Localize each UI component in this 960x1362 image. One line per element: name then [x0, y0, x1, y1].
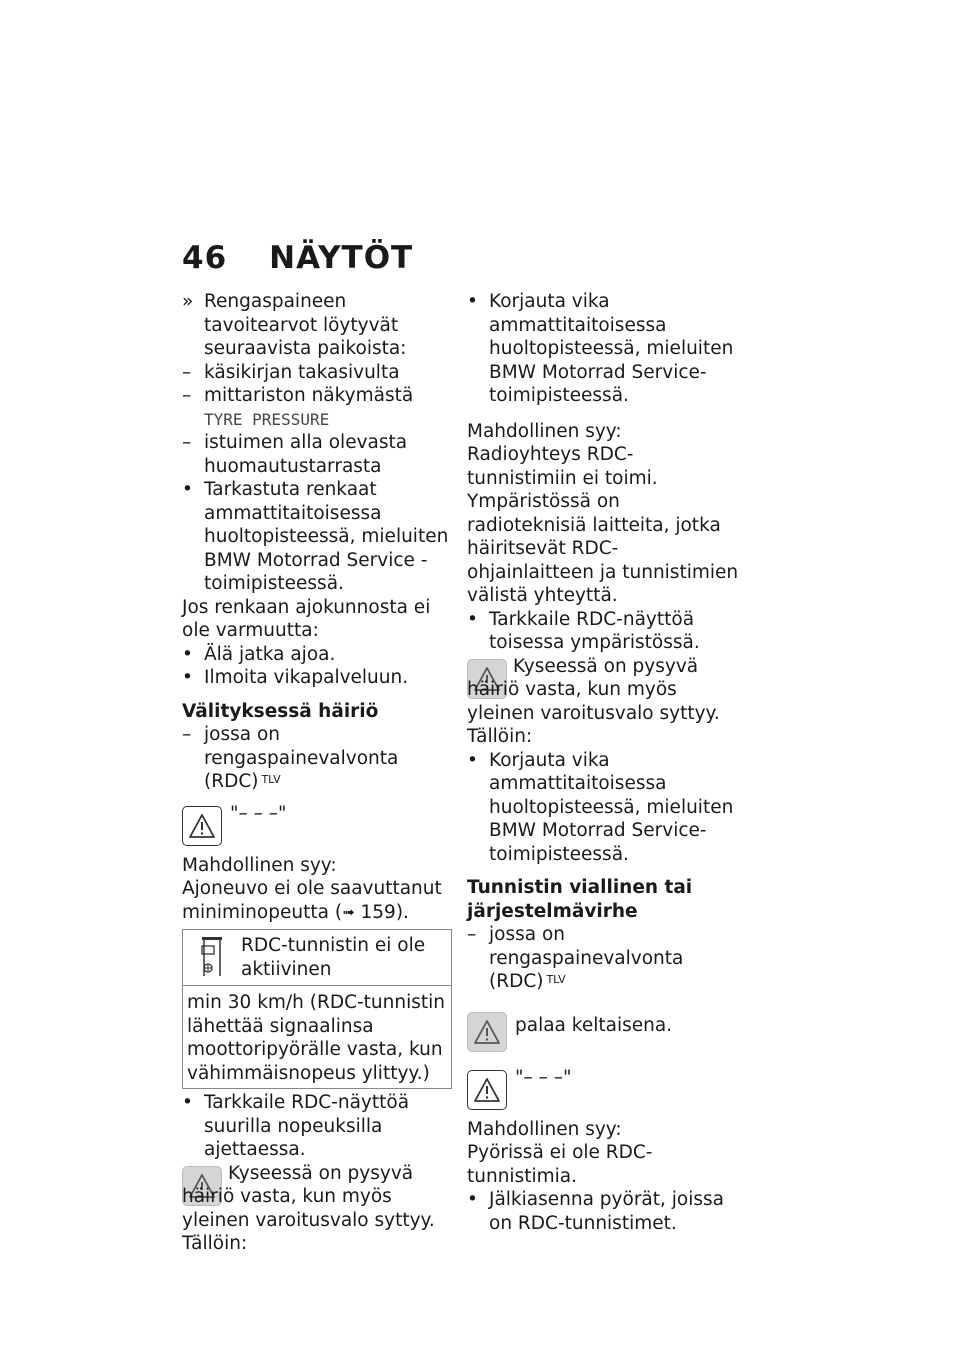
paragraph: Jos renkaan ajokunnosta ei ole varmuutta:: [182, 596, 431, 641]
warning-triangle-icon: [467, 1070, 507, 1110]
warning-value: "– – –": [515, 1066, 572, 1088]
warning-triangle-icon: [467, 1012, 507, 1052]
fault-row: [467, 655, 739, 726]
intro-marker: »: [182, 291, 194, 312]
reference-arrow-icon[interactable]: ➟: [342, 902, 355, 921]
warning-row: [467, 1008, 739, 1052]
warning-row: [182, 802, 452, 846]
location-item: – mittariston näkymästä TYRE PRESSURE: [182, 385, 414, 429]
warning-triangle-icon: [182, 806, 222, 846]
page-title: NÄYTÖT: [269, 240, 414, 276]
bullet-item: • Tarkkaile RDC-näyttöä suurilla nopeuksilla ajettaessa.: [182, 1092, 410, 1160]
cause-text: Pyörissä ei ole RDC-tunnistimia.: [467, 1142, 653, 1187]
bullet-item: • Ilmoita vikapalveluun.: [182, 667, 409, 688]
warning-row: [467, 1066, 739, 1110]
location-item: – istuimen alla olevasta huomautustarrasta: [182, 432, 408, 477]
bullet-item: • Tarkastuta renkaat ammattitaitoisessa huoltopisteessä, mieluiten BMW Motorrad Service -toimipisteessä.: [182, 479, 449, 594]
sensor-note: min 30 km/h (RDC-tunnistin lähettää signaalinsa moottoripyörälle vasta, kun vähimmäisnopeus ylittyy.): [187, 992, 445, 1084]
bullet-item: • Tarkkaile RDC-näyttöä toisessa ympäristössä.: [467, 608, 700, 653]
left-column: [182, 290, 452, 1256]
cause-text: Radioyhteys RDC-tunnistimiin ei toimi. Ympäristössä on radioteknisiä laitteita, jotka häiritsevät RDC-ohjainlaitteen ja tunnistimien välistä yhteyttä.: [467, 444, 739, 606]
location-item: – käsikirjan takasivulta: [182, 361, 400, 383]
tire-sensor-icon: [199, 934, 229, 980]
cause-label: Mahdollinen syy:: [182, 854, 337, 876]
warning-value: "– – –": [230, 802, 287, 824]
fault-text: Kyseessä on pysyvä häiriö vasta, kun myös yleinen varoitusvalo syttyy.: [182, 1162, 435, 1231]
bullet-item: • Älä jatka ajoa.: [182, 643, 336, 665]
rdc-item: – jossa on rengaspainevalvonta (RDC) $^{TLV}$: [182, 724, 399, 792]
sensor-info-box: [182, 929, 452, 1089]
cause-label: Mahdollinen syy:: [467, 420, 622, 442]
bullet-item: • Jälkiasenna pyörät, joissa on RDC-tunnistimet.: [467, 1189, 724, 1234]
page-reference[interactable]: 159).: [360, 901, 409, 923]
bullet-item: • Korjauta vika ammattitaitoisessa huoltopisteessä, mieluiten BMW Motorrad Service-toimipisteessä.: [467, 291, 734, 406]
yellow-text: palaa keltaisena.: [515, 1014, 673, 1036]
fault-text: Kyseessä on pysyvä häiriö vasta, kun myös yleinen varoitusvalo syttyy.: [467, 655, 720, 724]
right-column: [467, 290, 739, 1235]
page-number: 46: [182, 240, 228, 276]
section-heading: Välityksessä häiriö: [182, 700, 379, 722]
rdc-item: – jossa on rengaspainevalvonta (RDC) $^{TLV}$: [467, 924, 684, 992]
page-header: [182, 240, 413, 276]
tyre-pressure-code: TYRE PRESSURE: [204, 409, 330, 429]
bullet-item: • Korjauta vika ammattitaitoisessa huoltopisteessä, mieluiten BMW Motorrad Service-toimipisteessä.: [467, 749, 734, 865]
section-heading: Tunnistin viallinen tai järjestelmävirhe: [467, 877, 693, 922]
sensor-text: RDC-tunnistin ei ole aktiivinen: [241, 935, 426, 980]
then-label: Tällöin:: [467, 726, 533, 747]
cause-text: Ajoneuvo ei ole saavuttanut miniminopeutta (➟ 159).: [182, 878, 442, 923]
intro-item: [182, 290, 452, 361]
fault-row: [182, 1162, 452, 1233]
cause-label: Mahdollinen syy:: [467, 1118, 622, 1140]
then-label: Tällöin:: [182, 1233, 248, 1254]
intro-text: Rengaspaineen tavoitearvot löytyvät seuraavista paikoista:: [204, 291, 407, 359]
